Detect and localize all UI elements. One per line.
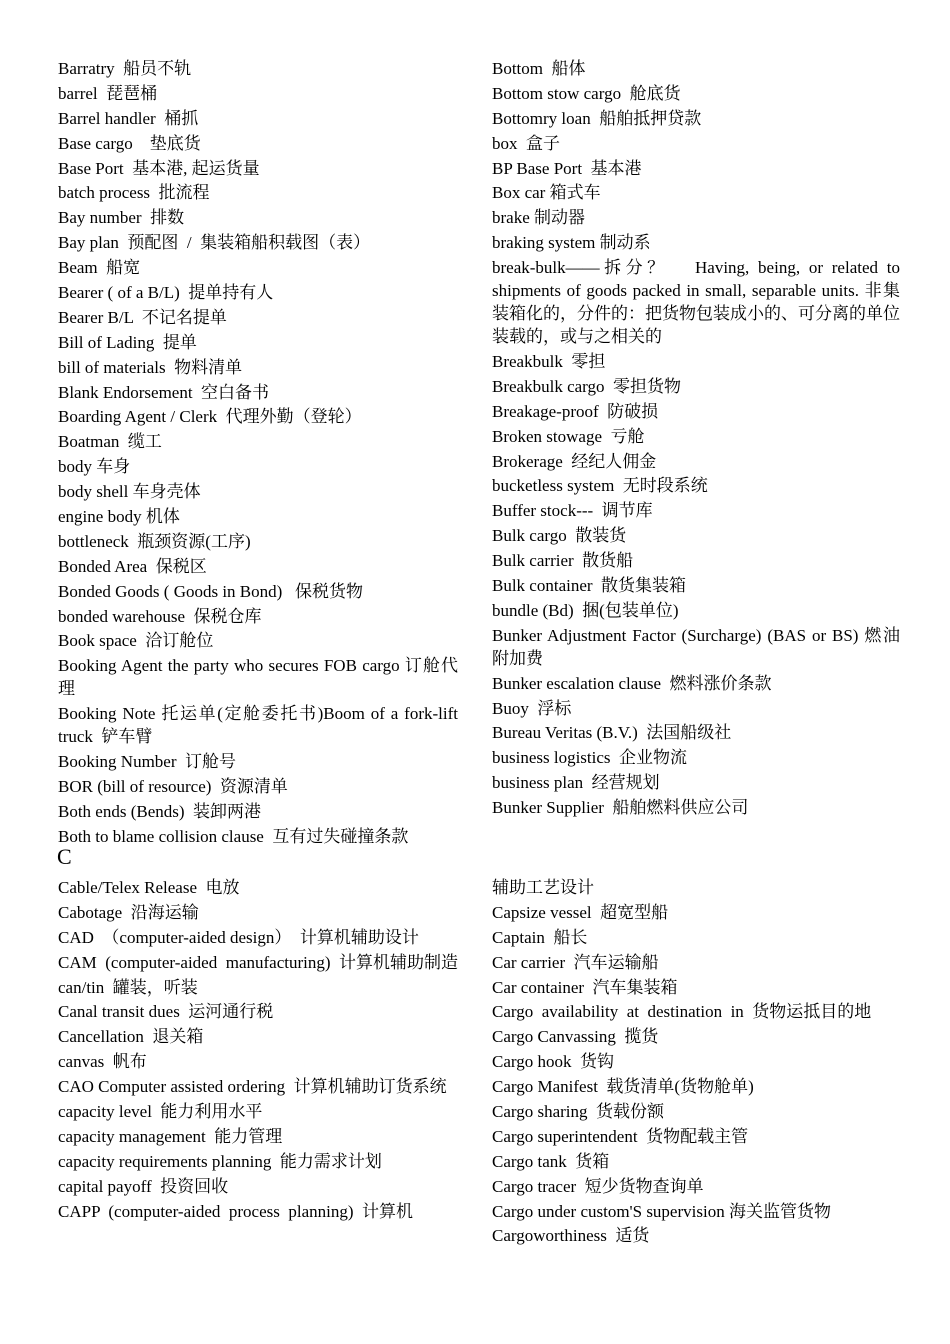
glossary-entry: Boatman 缆工	[58, 432, 162, 452]
glossary-entry: Booking Note 托运单(定舱委托书)Boom of a fork-lift truck 铲车臂	[58, 704, 463, 747]
glossary-entry: Bay plan 预配图 / 集装箱船积载图（表）	[58, 233, 371, 253]
glossary-entry: Breakbulk cargo 零担货物	[492, 376, 682, 396]
section-heading: C	[57, 844, 72, 869]
glossary-entry: Canal transit dues 运河通行税	[58, 1002, 274, 1022]
glossary-entry: bottleneck 瓶颈资源(工序)	[58, 531, 251, 551]
glossary-entry: engine body 机体	[58, 507, 180, 527]
glossary-entry: business logistics 企业物流	[492, 748, 688, 768]
glossary-entry: business plan 经营规划	[492, 773, 660, 793]
glossary-entry: Cable/Telex Release 电放	[58, 878, 240, 897]
glossary-entry: Barratry 船员不轨	[58, 59, 192, 78]
glossary-entry: bill of materials 物料清单	[58, 357, 243, 377]
glossary-entry: Bonded Goods ( Goods in Bond) 保税货物	[58, 581, 364, 601]
glossary-entry: can/tin 罐装，听装	[58, 977, 198, 997]
glossary-entry: Bay number 排数	[58, 208, 185, 228]
glossary-entry: bucketless system 无时段系统	[492, 476, 708, 496]
glossary-entry: Cargo hook 货钩	[492, 1052, 614, 1072]
glossary-entry: Bottom 船体	[492, 59, 586, 78]
glossary-entry: capacity requirements planning 能力需求计划	[58, 1151, 382, 1171]
glossary-entry: Box car 箱式车	[492, 183, 601, 203]
glossary-entry: Breakbulk 零担	[492, 352, 606, 372]
glossary-entry: capital payoff 投资回收	[58, 1176, 229, 1196]
glossary-entry: batch process 批流程	[58, 183, 210, 203]
top-right-column	[492, 57, 905, 821]
glossary-entry: BP Base Port 基本港	[492, 158, 642, 178]
glossary-entry: Car carrier 汽车运输船	[492, 952, 659, 972]
glossary-entry: Both ends (Bends) 装卸两港	[58, 801, 262, 821]
glossary-entry: Bureau Veritas (B.V.) 法国船级社	[492, 723, 732, 743]
glossary-entry: Bill of Lading 提单	[58, 332, 197, 352]
glossary-entry: break-bulk——拆分？ Having, being, or related to shipments of goods packed in small, separable units. 非集装箱化的，分件的：把货物包装成小的、可分离的单位装载的，或与之相关的	[492, 258, 905, 347]
glossary-entry: Bonded Area 保税区	[58, 556, 207, 576]
glossary-entry: Bunker Supplier 船舶燃料供应公司	[492, 798, 749, 818]
glossary-entry: Cabotage 沿海运输	[58, 902, 199, 922]
glossary-entry: braking system 制动系	[492, 233, 651, 253]
glossary-entry: Cargoworthiness 适货	[492, 1226, 650, 1246]
glossary-entry: Buoy 浮标	[492, 698, 572, 718]
glossary-entry: body shell 车身壳体	[58, 482, 201, 502]
glossary-entry: Cargo availability at destination in 货物运抵目的地	[492, 1002, 872, 1022]
glossary-entry: Broken stowage 亏舱	[492, 426, 645, 446]
glossary-entry: CAM (computer-aided manufacturing) 计算机辅助制造	[58, 952, 459, 972]
glossary-entry: Bunker Adjustment Factor (Surcharge) (BAS or BS) 燃油附加费	[492, 625, 900, 668]
glossary-entry: BOR (bill of resource) 资源清单	[58, 777, 288, 797]
glossary-entry: box 盒子	[492, 133, 560, 153]
glossary-entry: CAO Computer assisted ordering 计算机辅助订货系统	[58, 1077, 447, 1097]
glossary-entry: Base cargo 垫底货	[58, 133, 201, 153]
glossary-entry: Cargo under custom'S supervision 海关监管货物	[492, 1201, 831, 1221]
glossary-entry: barrel 琵琶桶	[58, 83, 158, 103]
glossary-entry: Blank Endorsement 空白备书	[58, 382, 270, 402]
glossary-entry: Bulk container 散货集装箱	[492, 576, 687, 596]
glossary-entry: Booking Agent the party who secures FOB cargo 订舱代理	[58, 656, 458, 699]
glossary-entry: Beam 船宽	[58, 258, 141, 278]
glossary-entry: Book space 洽订舱位	[58, 631, 214, 651]
glossary-entry: Base Port 基本港, 起运货量	[58, 158, 260, 178]
glossary-entry: Cargo sharing 货载份额	[492, 1102, 665, 1122]
glossary-entry: Bunker escalation clause 燃料涨价条款	[492, 673, 772, 693]
glossary-entry: Cargo tracer 短少货物查询单	[492, 1176, 704, 1196]
glossary-entry: Breakage-proof 防破损	[492, 401, 659, 421]
glossary-entry: Cargo Canvassing 揽货	[492, 1027, 659, 1047]
glossary-entry: Both to blame collision clause 互有过失碰撞条款	[58, 826, 409, 846]
glossary-entry: CAPP (computer-aided process planning) 计算机	[58, 1201, 414, 1221]
glossary-entry: Bulk carrier 散货船	[492, 551, 634, 571]
glossary-entry: bundle (Bd) 捆(包装单位)	[492, 600, 679, 620]
glossary-entry: Buffer stock--- 调节库	[492, 501, 653, 521]
bottom-right-column	[492, 876, 900, 1249]
glossary-entry: Captain 船长	[492, 927, 588, 947]
glossary-entry: Booking Number 订舱号	[58, 752, 237, 772]
glossary-entry: CAD （computer-aided design） 计算机辅助设计	[58, 927, 419, 947]
glossary-entry: 辅助工艺设计	[492, 878, 594, 897]
glossary-entry: Brokerage 经纪人佣金	[492, 451, 657, 471]
glossary-entry: body 车身	[58, 457, 131, 477]
glossary-entry: canvas 帆布	[58, 1052, 147, 1072]
glossary-entry: brake 制动器	[492, 208, 586, 228]
glossary-entry: Barrel handler 桶抓	[58, 108, 199, 128]
glossary-entry: Cancellation 退关箱	[58, 1027, 204, 1047]
glossary-entry: Bottomry loan 船舶抵押贷款	[492, 108, 702, 128]
bottom-left-column	[58, 876, 458, 1224]
glossary-entry: Cargo tank 货箱	[492, 1151, 610, 1171]
glossary-entry: capacity level 能力利用水平	[58, 1102, 263, 1122]
glossary-entry: Bearer ( of a B/L) 提单持有人	[58, 283, 274, 303]
glossary-entry: Cargo Manifest 载货清单(货物舱单)	[492, 1077, 754, 1097]
glossary-entry: Bottom stow cargo 舱底货	[492, 83, 681, 103]
glossary-entry: Boarding Agent / Clerk 代理外勤（登轮）	[58, 407, 362, 427]
top-left-column	[58, 57, 463, 850]
glossary-entry: Cargo superintendent 货物配载主管	[492, 1126, 749, 1146]
glossary-entry: bonded warehouse 保税仓库	[58, 606, 262, 626]
glossary-entry: Capsize vessel 超宽型船	[492, 902, 669, 922]
glossary-entry: Car container 汽车集装箱	[492, 977, 678, 997]
glossary-entry: capacity management 能力管理	[58, 1126, 283, 1146]
glossary-entry: Bulk cargo 散装货	[492, 526, 627, 546]
glossary-entry: Bearer B/L 不记名提单	[58, 307, 227, 327]
